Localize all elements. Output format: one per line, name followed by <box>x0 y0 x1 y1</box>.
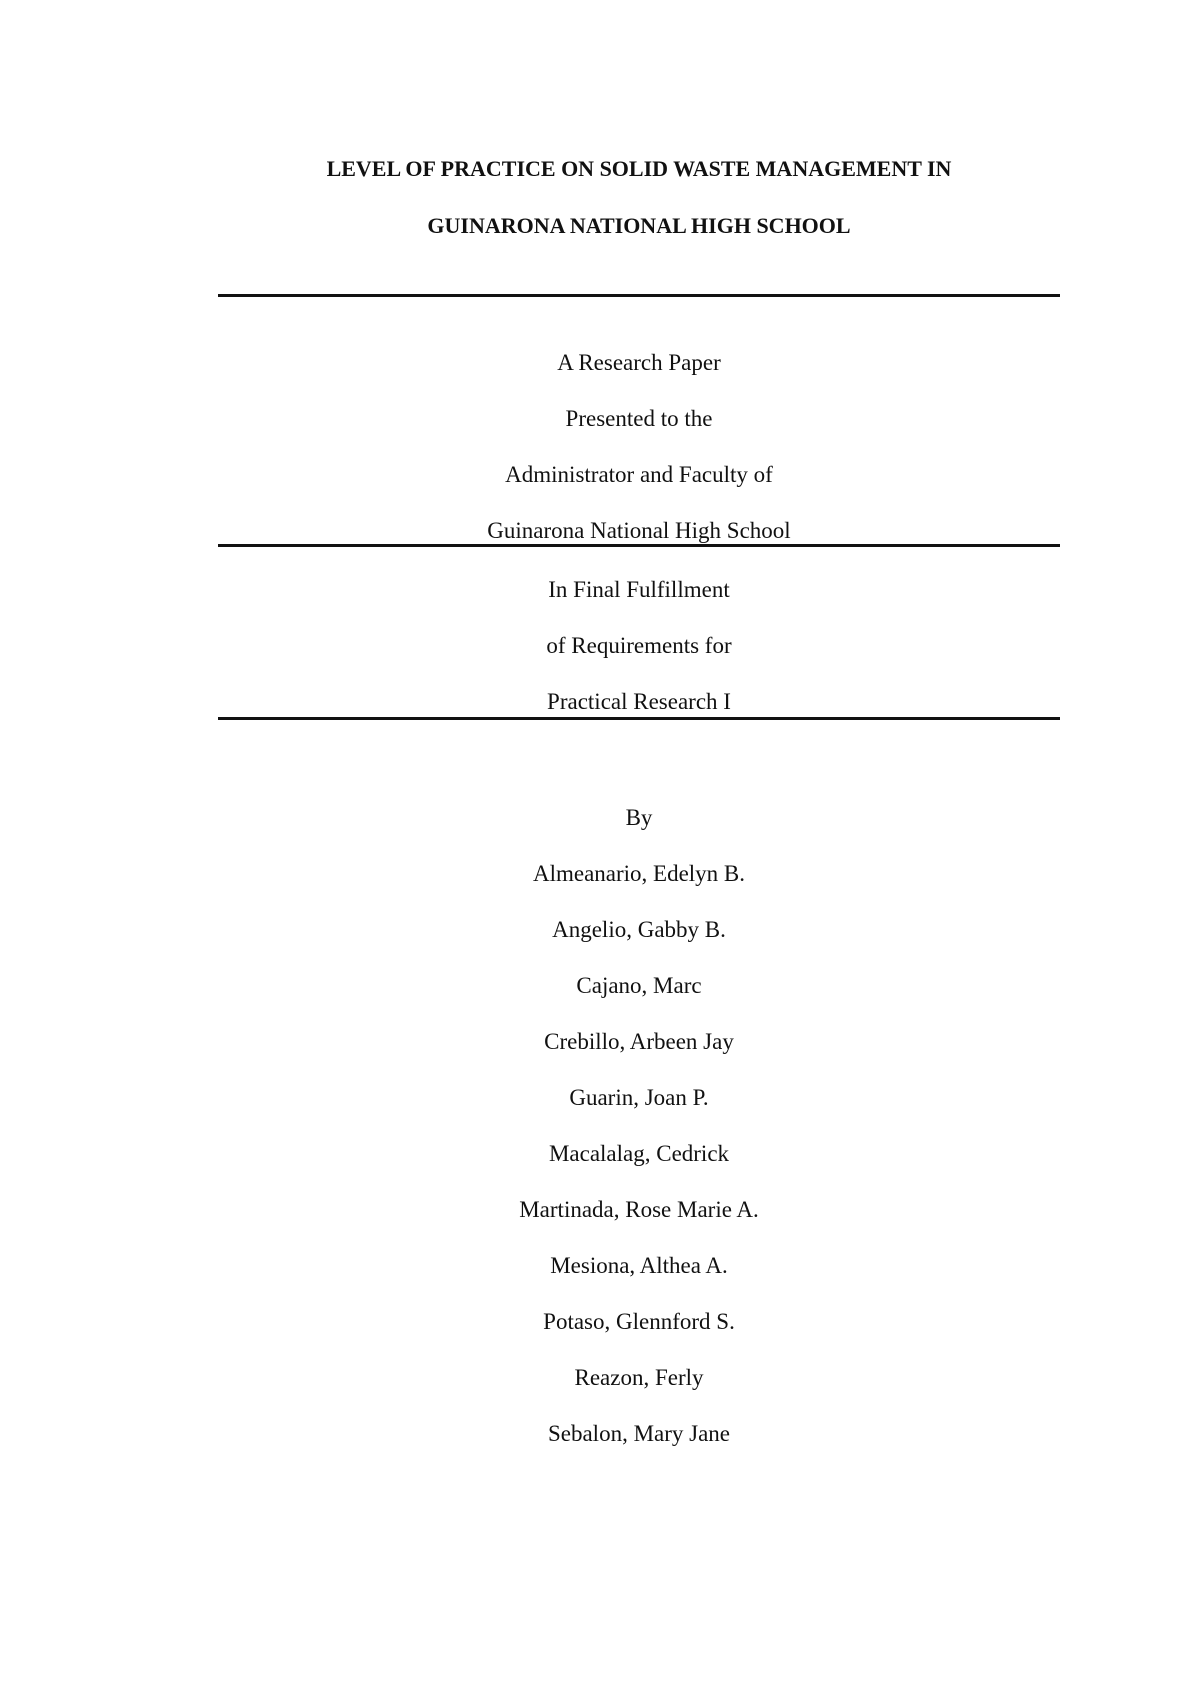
fulfillment-line-2: of Requirements for <box>546 633 732 658</box>
author-name: Guarin, Joan P. <box>569 1085 709 1110</box>
horizontal-rule-2 <box>218 544 1060 547</box>
author-name: Potaso, Glennford S. <box>543 1309 735 1334</box>
by-label: By <box>625 805 653 830</box>
author-name: Macalalag, Cedrick <box>548 1141 730 1166</box>
fulfillment-line-3: Practical Research I <box>547 689 731 714</box>
presentation-line-1: A Research Paper <box>557 350 721 375</box>
title-line-1: LEVEL OF PRACTICE ON SOLID WASTE MANAGEMENT IN <box>326 156 952 181</box>
presentation-line-2: Presented to the <box>565 406 713 431</box>
title-line-2: GUINARONA NATIONAL HIGH SCHOOL <box>427 213 851 238</box>
presentation-line-3: Administrator and Faculty of <box>505 462 773 487</box>
author-name: Almeanario, Edelyn B. <box>532 861 746 886</box>
author-name: Reazon, Ferly <box>574 1365 704 1390</box>
horizontal-rule-1 <box>218 294 1060 297</box>
author-name: Crebillo, Arbeen Jay <box>544 1029 734 1054</box>
fulfillment-line-1: In Final Fulfillment <box>548 577 730 602</box>
horizontal-rule-3 <box>218 717 1060 720</box>
author-name: Sebalon, Mary Jane <box>547 1421 731 1446</box>
author-name: Angelio, Gabby B. <box>552 917 726 942</box>
author-name: Martinada, Rose Marie A. <box>519 1197 759 1222</box>
presentation-line-4: Guinarona National High School <box>487 518 791 543</box>
author-name: Mesiona, Althea A. <box>550 1253 728 1278</box>
author-name: Cajano, Marc <box>576 973 702 998</box>
